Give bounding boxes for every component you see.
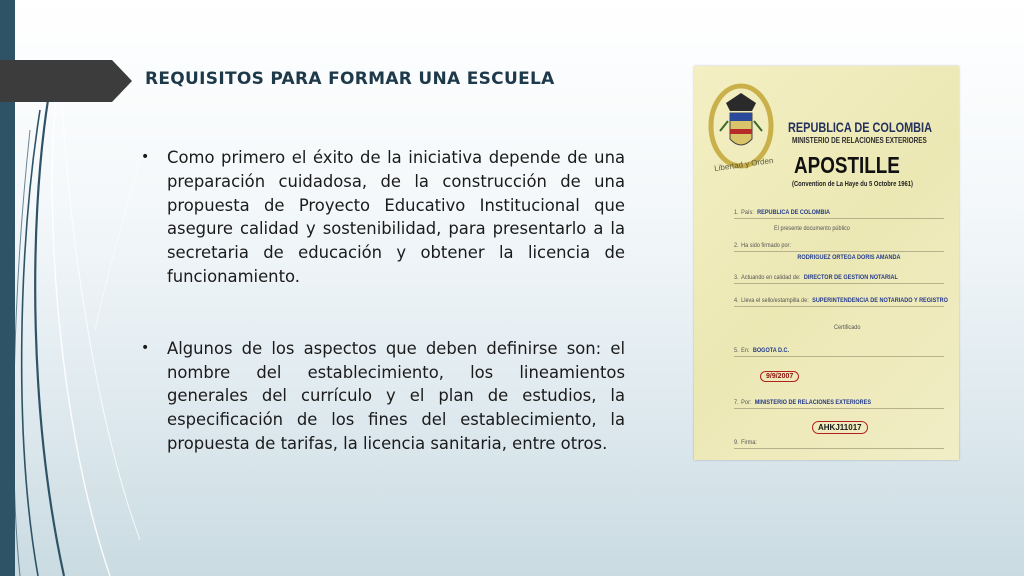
date-stamp: 9/9/2007 [760,371,799,382]
bullet-text: Algunos de los aspectos que deben definirse son: el nombre del establecimiento, los lineamientos generales del currículo y el plan de estudios, la especificación de los fines del establecimiento, la propuesta de tarifas, la licencia sanitaria, entre otros. [167,338,625,453]
field-row: 5. En: BOGOTA D.C. [734,347,790,354]
form-line [734,283,944,284]
bullet-item [141,337,625,456]
certificate-ministry: MINISTERIO DE RELACIONES EXTERIORES [792,136,927,145]
bullet-marker: • [141,339,150,356]
form-line [734,218,944,219]
title-arrow-tab [0,60,132,102]
certificate-header: REPUBLICA DE COLOMBIA [788,119,932,135]
field-row: El presente documento público [774,225,850,232]
bullet-text: Como primero el éxito de la iniciativa depende de una preparación cuidadosa, de la construcción de una propuesta de Proyecto Educativo Institucional que asegure calidad y sostenibilidad, para presentarlo a la secretaria de educación y obtener la licencia de funcionamiento. [167,148,625,286]
field-row: 9. Firma: [734,439,757,446]
field-row: 1. País: REPUBLICA DE COLOMBIA [734,209,830,216]
apostille-certificate-image [694,66,959,460]
field-row: RODRIGUEZ ORTEGA DORIS AMANDA [797,254,901,261]
field-row: Certificado [834,324,861,331]
field-row: 4. Lleva el sello/estampilla de: SUPERINTENDENCIA DE NOTARIADO Y REGISTRO [734,297,948,304]
form-line [734,408,944,409]
certificate-convention: (Convention de La Haye du 5 Octobre 1961) [792,179,913,188]
code-stamp: AHKJ11017 [812,421,868,434]
bullet-item [141,146,625,289]
certificate-title: APOSTILLE [794,152,900,178]
bullet-marker: • [141,149,150,165]
motto-text: Libertad y Orden [713,155,774,174]
field-row: 7. Por: MINISTERIO DE RELACIONES EXTERIORES [734,399,872,406]
form-line [734,356,944,357]
field-row: 3. Actuando en calidad de: DIRECTOR DE GESTION NOTARIAL [734,274,898,281]
slide-title: REQUISITOS PARA FORMAR UNA ESCUELA [145,69,555,89]
form-line [734,306,944,307]
bullet-list [141,146,625,456]
form-line [734,251,944,252]
form-line [734,448,944,449]
field-row: 2. Ha sido firmado por: [734,242,791,249]
